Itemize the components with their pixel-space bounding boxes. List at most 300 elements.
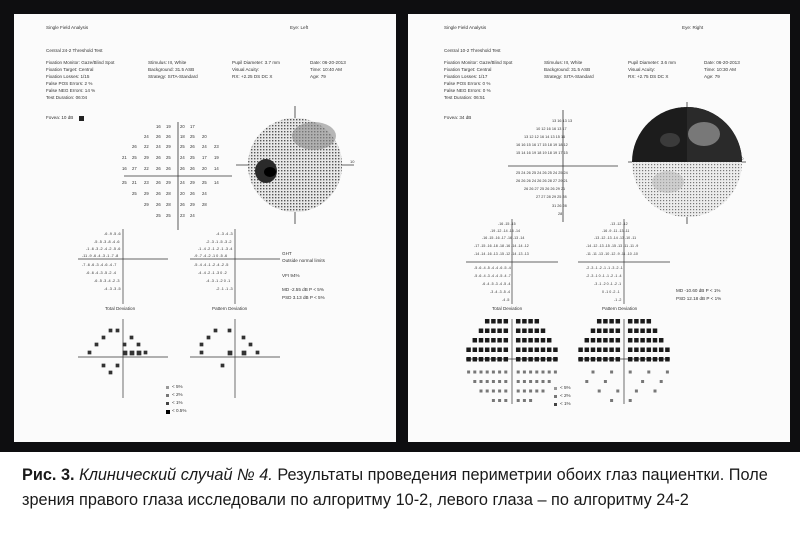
svg-text:26 26 27 25 26 26 29 21: 26 26 27 25 26 26 29 21	[524, 187, 566, 191]
svg-text:25: 25	[132, 191, 137, 196]
probability-square	[535, 380, 538, 383]
probability-square	[616, 348, 621, 353]
svg-text:19: 19	[214, 155, 219, 160]
svg-text:-1 -2: -1 -2	[614, 298, 622, 302]
probability-square	[535, 390, 538, 393]
probability-square	[516, 338, 521, 343]
svg-text:20: 20	[180, 191, 185, 196]
svg-text:22: 22	[144, 144, 149, 149]
psd-value: PSD 12.18 dB P < 1%	[676, 296, 722, 301]
probability-square	[498, 371, 501, 374]
threshold-grid-24-2	[124, 122, 232, 230]
caption-case: Клинический случай № 4.	[79, 466, 273, 484]
background: Background: 31.5 ASB	[148, 67, 195, 72]
md-value: MD -2.55 dB P < 5%	[282, 287, 324, 292]
svg-text:25: 25	[190, 134, 195, 139]
probability-square	[473, 348, 478, 353]
probability-square	[528, 357, 533, 362]
total-deviation-label: Total Deviation	[492, 306, 523, 311]
svg-text:26: 26	[156, 166, 161, 171]
probability-square	[485, 348, 490, 353]
probability-square	[522, 338, 527, 343]
probability-square	[541, 329, 546, 334]
probability-square	[603, 319, 608, 324]
test-time: Time: 10:30 AM	[704, 67, 736, 72]
probability-square	[517, 399, 520, 402]
left-eye-printout	[14, 14, 396, 442]
svg-text:19: 19	[166, 124, 171, 129]
probability-square	[497, 319, 502, 324]
probability-square	[653, 348, 658, 353]
probability-square	[485, 357, 490, 362]
probability-square	[609, 319, 614, 324]
pupil-diameter: Pupil Diameter: 3.7 mm	[232, 60, 280, 65]
probability-square	[628, 338, 633, 343]
svg-text:25: 25	[132, 155, 137, 160]
stimulus: Stimulus: III, White	[544, 60, 583, 65]
svg-text:14: 14	[214, 180, 219, 185]
ght-label: GHT	[282, 251, 292, 256]
svg-text:21: 21	[122, 155, 127, 160]
probability-square	[529, 390, 532, 393]
md-value: MD -10.60 dB P < 1%	[676, 288, 721, 293]
probability-square	[479, 357, 484, 362]
svg-text:17: 17	[190, 124, 195, 129]
probability-square	[609, 357, 614, 362]
svg-text:14: 14	[214, 166, 219, 171]
right-field-plots	[408, 14, 790, 442]
probability-square	[473, 357, 478, 362]
probability-square	[659, 348, 664, 353]
svg-text:-13 -12 -13 -14 -13 -10 -11: -13 -12 -13 -14 -13 -10 -11	[594, 236, 637, 240]
visual-acuity: Visual Acuity:	[232, 67, 260, 72]
svg-text:26: 26	[190, 166, 195, 171]
probability-square	[491, 329, 496, 334]
probability-square	[659, 338, 664, 343]
svg-text:28: 28	[558, 212, 563, 216]
visual-acuity: Visual Acuity:	[628, 67, 656, 72]
probability-square	[585, 357, 590, 362]
probability-square	[597, 348, 602, 353]
svg-text:-6 -6 -4 -3 -5 -2 -4: -6 -6 -4 -3 -5 -2 -4	[86, 271, 116, 275]
probability-square	[497, 357, 502, 362]
svg-text:25: 25	[202, 180, 207, 185]
test-date: Date: 06-20-2013	[310, 60, 346, 65]
test-time: Time: 10:40 AM	[310, 67, 342, 72]
probability-square	[535, 348, 540, 353]
svg-text:28: 28	[166, 191, 171, 196]
probability-square	[486, 380, 489, 383]
probability-square	[660, 380, 663, 383]
probability-square	[528, 329, 533, 334]
svg-text:20: 20	[202, 166, 207, 171]
probability-square	[535, 357, 540, 362]
probability-square	[616, 357, 621, 362]
fovea-value: Fovea: 34 dB	[444, 115, 472, 120]
right-eye-printout	[408, 14, 790, 442]
probability-square	[553, 357, 558, 362]
probability-square	[498, 399, 501, 402]
ght-value: Outside normal limits	[282, 258, 325, 263]
svg-text:-1 -4 -2 -1 -2 -1 -3 -4: -1 -4 -2 -1 -2 -1 -3 -4	[198, 247, 233, 251]
probability-square	[523, 399, 526, 402]
probability-square	[640, 348, 645, 353]
svg-text:27: 27	[132, 166, 137, 171]
svg-text:-14 -14 -16 -13 -15 -12 -14 -1: -14 -14 -16 -13 -15 -12 -14 -13 -13	[474, 252, 529, 256]
probability-square	[647, 371, 650, 374]
probability-square	[529, 371, 532, 374]
probability-square	[628, 319, 633, 324]
svg-text:29: 29	[166, 144, 171, 149]
probability-square	[504, 329, 509, 334]
svg-text:10 12 16 16 13 17: 10 12 16 16 13 17	[536, 127, 567, 131]
fixation-monitor: Fixation Monitor: Gaze/Blind Spot	[444, 60, 513, 65]
probability-square	[591, 329, 596, 334]
probability-square	[647, 319, 652, 324]
probability-square	[609, 329, 614, 334]
probability-square	[592, 371, 595, 374]
probability-square	[498, 390, 501, 393]
svg-text:-16 -15 -15: -16 -15 -15	[498, 222, 516, 226]
svg-text:-3 -1 -2 0 -1 -2 -1: -3 -1 -2 0 -1 -2 -1	[594, 282, 622, 286]
probability-square	[498, 380, 501, 383]
svg-text:10: 10	[739, 156, 744, 161]
probability-square	[640, 319, 645, 324]
probability-square	[473, 338, 478, 343]
probability-square	[603, 348, 608, 353]
probability-square	[517, 371, 520, 374]
svg-text:25: 25	[180, 144, 185, 149]
svg-text:26: 26	[166, 166, 171, 171]
legend-1: < 1%	[560, 401, 571, 406]
patient-age: Age: 79	[704, 74, 720, 79]
probability-legend-icons	[166, 386, 170, 414]
svg-text:26: 26	[190, 191, 195, 196]
probability-square	[547, 348, 552, 353]
probability-square	[492, 390, 495, 393]
probability-square	[491, 357, 496, 362]
probability-square	[504, 390, 507, 393]
probability-square	[591, 338, 596, 343]
figure-caption	[22, 463, 782, 513]
probability-square	[629, 371, 632, 374]
fixation-target: Fixation Target: Central	[444, 67, 492, 72]
probability-square	[610, 399, 613, 402]
fixation-target: Fixation Target: Central	[46, 67, 94, 72]
test-date: Date: 06-20-2013	[704, 60, 740, 65]
legend-5: < 5%	[172, 384, 183, 389]
fixation-monitor: Fixation Monitor: Gaze/Blind Spot	[46, 60, 115, 65]
probability-square	[628, 329, 633, 334]
patient-age: Age: 79	[310, 74, 326, 79]
svg-text:-9 -7 -4 -2 -1 0 -5 -6: -9 -7 -4 -2 -1 0 -5 -6	[194, 254, 228, 258]
svg-text:18: 18	[180, 134, 185, 139]
total-deviation-label: Total Deviation	[105, 306, 136, 311]
svg-text:16 16 15 16 17 15 18 19 18 12: 16 16 15 16 17 15 18 19 18 12	[516, 143, 568, 147]
probability-square	[585, 348, 590, 353]
probability-square	[647, 357, 652, 362]
probability-square	[504, 357, 509, 362]
probability-square	[480, 371, 483, 374]
greyscale-map	[628, 102, 746, 224]
svg-text:24: 24	[190, 213, 195, 218]
svg-text:-4 -5: -4 -5	[502, 298, 510, 302]
probability-square	[522, 319, 527, 324]
test-duration: Test Duration: 06:51	[444, 95, 486, 100]
svg-text:-2 -3 -1 -2 -1 -1 -3 -2 -1: -2 -3 -1 -2 -1 -1 -3 -2 -1	[586, 266, 623, 270]
probability-square	[653, 338, 658, 343]
probability-square	[591, 348, 596, 353]
eye-label: Eye: Left	[290, 25, 309, 30]
probability-square	[541, 357, 546, 362]
false-neg-errors: False NEG Errors: 0 %	[444, 88, 491, 93]
probability-square	[541, 338, 546, 343]
svg-text:-4 -4 -2 -1 -3 0 -2: -4 -4 -2 -1 -3 0 -2	[198, 271, 227, 275]
legend-05: < 0.5%	[172, 408, 187, 413]
probability-square	[504, 380, 507, 383]
svg-text:29: 29	[190, 202, 195, 207]
probability-square	[554, 371, 557, 374]
probability-square	[522, 357, 527, 362]
probability-square	[522, 348, 527, 353]
probability-square	[486, 371, 489, 374]
svg-text:-11 -9 -6 -4 -3 -1 -7 -8: -11 -9 -6 -4 -3 -1 -7 -8	[82, 254, 119, 258]
svg-text:24: 24	[202, 144, 207, 149]
probability-square	[659, 357, 664, 362]
probability-square	[517, 390, 520, 393]
svg-text:-11 -11 -13 -10 -12 -9 -11 -10: -11 -11 -13 -10 -12 -9 -11 -10 -10	[586, 252, 638, 256]
probability-square	[516, 357, 521, 362]
probability-square	[473, 380, 476, 383]
svg-text:-17 -15 -16 -18 -18 -16 -14 -1: -17 -15 -16 -18 -18 -16 -14 -14 -12	[474, 244, 529, 248]
svg-text:0 -1 0 -2 -1: 0 -1 0 -2 -1	[602, 290, 620, 294]
svg-text:26: 26	[156, 191, 161, 196]
svg-text:24: 24	[156, 144, 161, 149]
pattern-deviation-prob-map	[190, 319, 280, 398]
probability-square	[548, 371, 551, 374]
strategy: Strategy: SITA-Standard	[544, 74, 594, 79]
svg-text:24: 24	[180, 155, 185, 160]
probability-square	[609, 338, 614, 343]
pattern-deviation-values	[194, 232, 233, 291]
probability-square	[485, 319, 490, 324]
probability-square	[497, 338, 502, 343]
probability-square	[479, 348, 484, 353]
svg-text:-19 -12 -14 -16 -14: -19 -12 -14 -16 -14	[490, 229, 520, 233]
total-deviation-values	[82, 232, 121, 291]
total-deviation-prob-map	[78, 319, 168, 398]
probability-square	[528, 338, 533, 343]
probability-square	[609, 348, 614, 353]
probability-square	[585, 338, 590, 343]
rx: RX: +2.75 DS DC X	[628, 74, 669, 79]
svg-text:20: 20	[202, 134, 207, 139]
probability-square	[504, 399, 507, 402]
probability-square	[640, 338, 645, 343]
svg-text:-16 -9 -11 -13 -11: -16 -9 -11 -13 -11	[602, 229, 630, 233]
probability-square	[634, 357, 639, 362]
probability-square	[497, 348, 502, 353]
false-pos-errors: False POS Errors: 0 %	[444, 81, 491, 86]
probability-square	[516, 348, 521, 353]
svg-text:17: 17	[202, 155, 207, 160]
probability-square	[541, 348, 546, 353]
probability-square	[598, 390, 601, 393]
svg-text:22: 22	[144, 166, 149, 171]
probability-square	[634, 329, 639, 334]
svg-text:26: 26	[132, 144, 137, 149]
false-neg-errors: False NEG Errors: 14 %	[46, 88, 96, 93]
false-pos-errors: False POS Errors: 2 %	[46, 81, 93, 86]
probability-square	[523, 390, 526, 393]
probability-square	[665, 348, 670, 353]
probability-square	[485, 338, 490, 343]
probability-square	[653, 329, 658, 334]
svg-text:16: 16	[122, 166, 127, 171]
svg-text:23: 23	[214, 144, 219, 149]
svg-text:26: 26	[166, 134, 171, 139]
probability-square	[653, 357, 658, 362]
probability-square	[528, 319, 533, 324]
fixation-losses: Fixation Losses: 1/15	[46, 74, 90, 79]
svg-text:26: 26	[156, 155, 161, 160]
probability-square	[597, 338, 602, 343]
svg-text:-3 -4 -3 -5 -4: -3 -4 -3 -5 -4	[490, 290, 510, 294]
svg-text:27 27 28 29 25 28: 27 27 28 29 25 28	[536, 195, 567, 199]
svg-text:25: 25	[190, 155, 195, 160]
left-field-plots	[14, 14, 396, 442]
fovea-value: Fovea: 10 dB	[46, 115, 74, 120]
svg-text:23: 23	[144, 180, 149, 185]
svg-text:-13 -12 -12: -13 -12 -12	[610, 222, 628, 226]
probability-square	[486, 390, 489, 393]
threshold-values	[122, 124, 219, 218]
pupil-diameter: Pupil Diameter: 3.6 mm	[628, 60, 676, 65]
probability-square	[473, 371, 476, 374]
probability-square	[647, 348, 652, 353]
probability-square	[479, 329, 484, 334]
svg-text:-5 -4 -4 -1 -2 -4 -2 -5: -5 -4 -4 -1 -2 -4 -2 -5	[194, 263, 229, 267]
probability-square	[616, 329, 621, 334]
probability-square	[529, 399, 532, 402]
svg-text:25: 25	[156, 213, 161, 218]
probability-square	[466, 348, 471, 353]
probability-square	[522, 329, 527, 334]
probability-square	[516, 319, 521, 324]
probability-square	[628, 357, 633, 362]
svg-text:26: 26	[180, 166, 185, 171]
background: Background: 31.5 ASB	[544, 67, 591, 72]
caption-text: Результаты проведения периметрии обоих глаз пациентки. Поле зрения правого глаза исследовали по алгоритму 10-2, левого глаза – по алгоритму 24-2	[22, 466, 768, 509]
svg-text:-2 -3 -1 -5 -3 -2: -2 -3 -1 -5 -3 -2	[206, 240, 232, 244]
probability-square	[547, 357, 552, 362]
probability-square	[479, 338, 484, 343]
probability-square	[542, 371, 545, 374]
probability-square	[491, 338, 496, 343]
stimulus: Stimulus: III, White	[148, 60, 187, 65]
svg-text:-7 -6 -6 -3 -4 -6 -4 -7: -7 -6 -6 -3 -4 -6 -4 -7	[82, 263, 117, 267]
legend-2: < 2%	[172, 392, 183, 397]
svg-text:-16 -15 -16 -17 -16 -13 -14: -16 -15 -16 -17 -16 -13 -14	[482, 236, 525, 240]
legend-2: < 2%	[560, 393, 571, 398]
probability-square	[634, 319, 639, 324]
svg-text:28: 28	[202, 202, 207, 207]
probability-square	[491, 319, 496, 324]
probability-square	[504, 319, 509, 324]
probability-square	[535, 329, 540, 334]
svg-text:29: 29	[144, 155, 149, 160]
probability-square	[517, 380, 520, 383]
svg-text:24: 24	[180, 180, 185, 185]
probability-square	[548, 380, 551, 383]
probability-square	[547, 338, 552, 343]
probability-square	[528, 348, 533, 353]
vfi-value: VFI 94%	[282, 273, 300, 278]
strategy: Strategy: SITA-Standard	[148, 74, 198, 79]
probability-square	[665, 357, 670, 362]
probability-square	[480, 380, 483, 383]
svg-text:26: 26	[190, 144, 195, 149]
probability-square	[491, 348, 496, 353]
svg-text:-5 -6 -4 -3 -4 -4 -5 -4 -7: -5 -6 -4 -3 -4 -4 -5 -4 -7	[474, 274, 511, 278]
probability-square	[492, 399, 495, 402]
probability-square	[635, 390, 638, 393]
probability-square	[492, 371, 495, 374]
test-duration: Test Duration: 06:04	[46, 95, 88, 100]
probability-square	[485, 329, 490, 334]
probability-square	[535, 338, 540, 343]
svg-text:29: 29	[190, 180, 195, 185]
probability-square	[629, 399, 632, 402]
probability-square	[654, 390, 657, 393]
svg-text:20: 20	[180, 124, 185, 129]
probability-square	[641, 380, 644, 383]
svg-text:24: 24	[144, 134, 149, 139]
probability-square	[516, 329, 521, 334]
svg-text:-2 -1 -1 -3: -2 -1 -1 -3	[216, 287, 233, 291]
probability-square	[604, 380, 607, 383]
svg-text:-5 -5 -3 -8 -4 -6: -5 -5 -3 -8 -4 -6	[94, 240, 120, 244]
probability-square	[578, 348, 583, 353]
svg-text:10: 10	[350, 159, 355, 164]
probability-square	[497, 329, 502, 334]
svg-text:-6 -9 -5 -6: -6 -9 -5 -6	[104, 232, 121, 236]
probability-square	[597, 357, 602, 362]
probability-square	[504, 348, 509, 353]
svg-text:-1 -6 -3 -2 -4 -2 -5 -6: -1 -6 -3 -2 -4 -2 -5 -6	[86, 247, 121, 251]
svg-text:13 12 12 16 14 13 15 16: 13 12 12 16 14 13 15 16	[524, 135, 566, 139]
probability-square	[535, 319, 540, 324]
probability-square	[466, 357, 471, 362]
probability-square	[542, 390, 545, 393]
pattern-deviation-label: Pattern Deviation	[602, 306, 638, 311]
probability-square	[504, 338, 509, 343]
svg-text:-4 -3 -1 -2 0 -1: -4 -3 -1 -2 0 -1	[206, 279, 231, 283]
svg-text:26 26 26 24 26 26 28 27 29 21: 26 26 26 24 26 26 28 27 29 21	[516, 179, 568, 183]
probability-square	[634, 348, 639, 353]
probability-square	[647, 329, 652, 334]
probability-square	[523, 371, 526, 374]
probability-square	[666, 371, 669, 374]
svg-text:21: 21	[132, 180, 137, 185]
psd-value: PSD 3.13 dB P < 5%	[282, 295, 325, 300]
probability-square	[640, 357, 645, 362]
legend-5: < 5%	[560, 385, 571, 390]
svg-text:24: 24	[202, 191, 207, 196]
fixation-losses: Fixation Losses: 1/17	[444, 74, 488, 79]
svg-text:23: 23	[180, 213, 185, 218]
probability-square	[616, 390, 619, 393]
